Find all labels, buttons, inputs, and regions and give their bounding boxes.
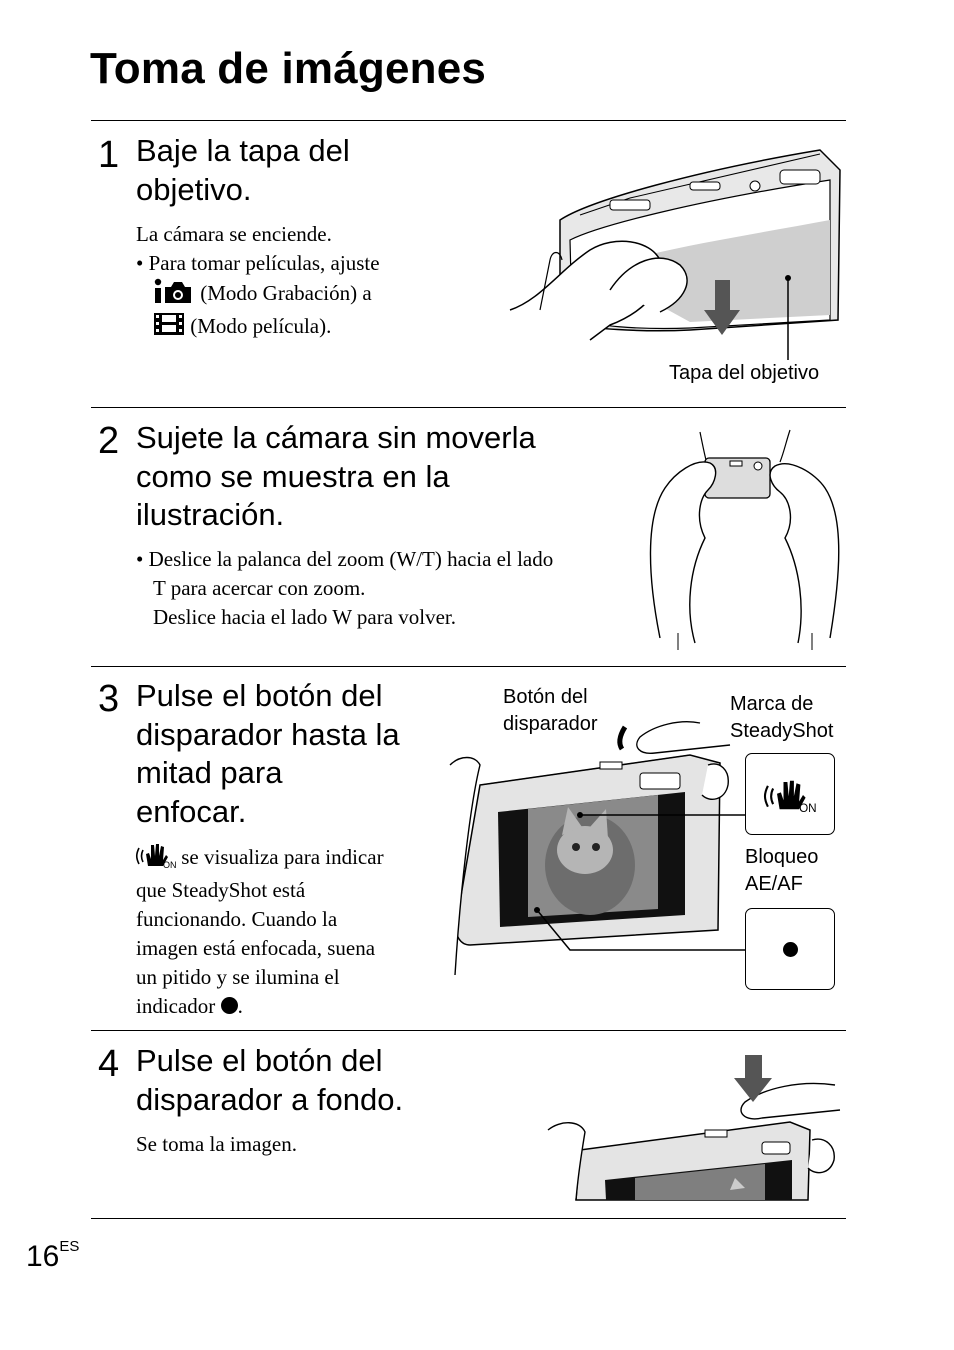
step-1-title: Baje la tapa del objetivo. [136,133,350,207]
movie-mode-icon [153,312,185,344]
step-4-body: Se toma la imagen. [136,1132,297,1156]
step-3-title: Pulse el botón del disparador hasta la mitad para enfocar. [136,678,400,829]
steadyshot-mark-box [745,753,835,835]
step-2-number: 2 [98,420,120,462]
ae-af-lock-dot-icon [783,942,798,957]
step-4-number: 4 [98,1043,120,1085]
steadyshot-icon [764,778,817,815]
step-4-title: Pulse el botón del disparador a fondo. [136,1043,404,1117]
section-divider [91,120,846,121]
step-2-body: • Deslice la palanca del zoom (W/T) hacia el lado T para acercar con zoom. Deslice hacia el lado W para volver. [136,547,554,629]
step-3-body: ON se visualiza para indicar que SteadyShot está funcionando. Cuando la imagen está enfocada, suena un pitido y se ilumina el indicador . [136,842,436,1021]
lens-cover-callout: Tapa del objetivo [669,362,820,384]
step-2-title: Sujete la cámara sin moverla como se muestra en la ilustración. [136,420,536,532]
section-divider [91,1030,846,1031]
step-1-body: La cámara se enciende. • Para tomar películas, ajuste (Modo Grabación) a (Modo película). [136,220,436,344]
page-number: $16^{ES}$ [26,1238,80,1273]
section-divider [91,666,846,667]
section-divider [91,1218,846,1219]
svg-text:ON: ON [163,860,177,870]
ae-af-lock-callout: Bloqueo AE/AF [745,846,819,895]
step-1-number: 1 [98,134,120,176]
ae-af-lock-box [745,908,835,990]
holding-camera-illustration [640,428,850,650]
intelligent-auto-icon [153,278,195,312]
steadyshot-icon [136,842,176,876]
ae-af-lock-dot-icon [221,997,238,1014]
page-title: Toma de imágenes [90,44,487,93]
shutter-button-callout: Botón del disparador [503,686,598,735]
section-divider [91,407,846,408]
step-3-number: 3 [98,678,120,720]
shutter-full-press-illustration [540,1050,845,1200]
steadyshot-mark-callout: Marca de SteadyShot [730,693,834,742]
camera-lens-cover-illustration [500,140,850,340]
svg-text:ON: ON [799,801,817,815]
